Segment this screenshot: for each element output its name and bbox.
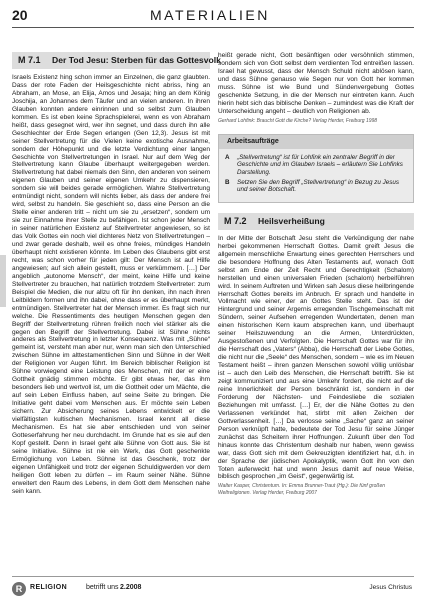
magazine-name: RELIGION	[30, 584, 68, 591]
left-column	[12, 52, 221, 496]
assignments-box	[218, 134, 414, 203]
material-text-continued: heißt gerade nicht, Gott besänftigen oder versöhnlich stimmen, sondern sich von Gott selbst dem verdienten Tod entreißen lassen. Israel hat gewusst, dass der Mensch Schuld nicht ablösen kann, und dass Sühne genauso wie Segen nur von Gott her kommen muss. Sühne ist wie Bund und Sündenvergebung Gottes geschenkte Setzung, in die der Mensch nur eintreten kann. Auch hierin hebt sich das biblische Denken – zumindest was die Kraft der Unterscheidung angeht – deutlich von Religionen ab.	[218, 52, 414, 115]
footer-divider	[12, 576, 414, 577]
material-title: Der Tod Jesu: Sterben für das Gottesvolk	[52, 55, 221, 65]
assignments-body	[219, 149, 413, 202]
assignment-item	[225, 179, 407, 194]
page-header	[0, 0, 424, 40]
section-title: MATERIALIEN	[150, 7, 270, 23]
material-heading-m71	[12, 52, 221, 69]
source-citation-m71: Gerhard Lohfink: Braucht Gott die Kirche? Verlag Herder, Freiburg 1998	[218, 117, 378, 124]
assignment-key: B	[225, 179, 230, 187]
assignment-item	[225, 154, 407, 176]
source-citation-m72: Walter Kasper, Christentum. In: Emma Brunner-Traut (Hg.): Die fünf großen Weltreligionen. Verlag Herder, Freiburg 2007	[218, 483, 386, 496]
material-heading-m72	[218, 213, 414, 230]
right-column	[218, 52, 414, 496]
assignment-text: Setzen Sie den Begriff „Stellvertretung“ in Bezug zu Jesus und seiner Botschaft.	[237, 179, 400, 194]
page-number: 20	[12, 7, 28, 23]
assignment-key: A	[225, 153, 230, 161]
magazine-subtitle: betrifft uns	[86, 584, 119, 591]
assignment-text: „Stellvertretung“ ist für Lohfink ein zentraler Begriff in der Geschichte und im Glauben Israels – erläutern Sie Lohfinks Darstellung.	[237, 153, 403, 176]
material-title: Heilsverheißung	[258, 215, 325, 226]
material-text-m72: In der Mitte der Botschaft Jesu steht die Verkündigung der nahe herbei gekommenen Herrschaft Gottes. Damit greift Jesus die allgemein menschliche Erwartung eines gerechten Herrschers und die besondere Hoffnung des Alten Testaments auf, wonach Gott selbst am Ende der Zeit Recht und Gerechtigkeit (Schalom) herstellen und einen universalen Frieden (schalom) herbeiführen wird. In seinem Auftreten und Wirken sah Jesus diese heilbringende Herrschaft Gottes bereits im Anbruch. Er sprach und handelte in Vollmacht wie einer, der an Gottes Stelle steht. Das ist der Hintergrund und seiner Argernis erregenden Tischgemeinschaft mit Sündern, seiner Aufsehen erregenden Wundertaten, denen man einen historischen Kern kaum absprechen kann, und überhaupt seiner Heilszuwendung an die Armen, Unterdrückten, Ausgestoßenen und Verfolgten. Die Herrschaft Gottes war für ihn die Herrschaft des „Vaters“ (Abba), die Herrschaft der Liebe Gottes, die nicht nur die „Seele“ des Menschen, sondern – wie es im Neuen Testament heißt – ihren ganzen Menschen sowohl völlig unlösbar ist – auch den Leib des Menschen, die Herrschaft betrifft. Sie ist zeigt kommuniziert und aus eine Umkehr fordert, die nicht auf die reine Innerlichkeit der Person beschränkt ist, sondern in der Forderung der Nächsten- und Feindesliebe die sozialen Beziehungen mit umfasst. […] Er, der die Nähe Gottes zu den Verlassenen verkündet hat, stirbt mit allen Zeichen der Gottverlassenheit. […] Da verlosse seine „Sache“ ganz an seiner Person verknüpft hatte, bedeutete der Tod Jesu für seine Jünger zunächst das Scheitern ihrer Hoffnungen. Zukunft über den Tod hinaus konnte das Christentum deshalb nur haben, wenn gewiss war, dass Gott sich mit dem Gekreuzigten identifiziert hat, d.h. in der Sprache der jüdischen Apokalyptik, wenn Gott ihn von den Toten auferweckt hat und wenn Jesus damit auf neue Weise, biblisch gesprochen „im Geist“, gegenwärtig ist.	[218, 234, 414, 481]
material-label: M 7.2	[224, 215, 247, 226]
religion-logo-icon: R	[12, 582, 26, 596]
issue-theme: Jesus Christus	[369, 584, 412, 591]
side-margin-mark	[0, 255, 6, 307]
material-text-m71: Israels Existenz hing schon immer an Einzelnen, die ganz glaubten. Dass der rote Faden der Heilsgeschichte nicht abriss, hing an Abraham, an Mose, an Elija, Amos und Jesaja; hing an dem König Joschija, an Johannes dem Täufer und an vielen anderen. In ihren Glauben konnten andere einrinnen und so selbst zum Glauben kommen. Es ist eben keine Sprachspielerei, wenn es von Abraham heißt, dass gesegnet wird, wer ihn segnet, und dass durch ihn alle Geschlechter der Erde Segen erlangen (Gen 12,3). Jesus ist mit seiner Stellvertretung für die Vielen keine exotische Ausnahme, sondern der Höhepunkt und die letzte Verdichtung einer langen Geschichte von Stellvertretungen in Israel. Nur auf dem Weg der Stellvertretung kann Glaube überhaupt weitergegeben werden. Stellvertretung hat dabei niemals den Sinn, den anderen von seinem eigenen Glauben und seiner eigenen Umkehr zu dispensieren, sondern sie will beides gerade ermöglichen. Wahre Stellvertretung entmündigt nicht, sondern will nichts lieber, als dass der andere frei wird, selbst zu handeln. Sie geschieht so, dass eine Person an die Stelle einer anderen tritt – nicht um sie zu „ersetzen“, sondern um sie zur Einnahme ihrer Stelle zu befähigen. Ist schon jeder Mensch in seiner natürlichen Existenz auf Stellvertreter angewiesen, so ist das Volk Gottes ein noch viel dichteres Netz von Stellvertretungen – und zwar gerade deshalb, weil es ohne freies, mündiges Handeln überhaupt nicht existieren könnte. Im Leben des Glaubens gibt erst recht, was schon vorher für jeden gilt: Der Mensch ist auf Hilfe angewiesen; auf sich allein gestellt, muss er verkümmern. […] Der angeblich „autonome Mensch“, der meint, keine Hilfe und keine Stellvertreter zu brauchen, hat natürlich trotzdem Stellvertreter: zum Beispiel die Medien, die nur allzu oft für ihn denken, ihn nach ihren Leitbildern formen und ihn dabei, ohne dass er es überhaupt merkt, entmündigen. Stellvertreter hat der Mensch immer. Es fragt sich nur welche. Die Ressentiments des heutigen Menschen gegen den Begriff der Stellvertretung rühren freilich noch viel stärker als die gegen den Begriff der Stellvertretung. Dabei ist Sühne nichts anderes als Stellvertretung in letzter Konsequenz. Was mit „Sühne“ gemeint ist, versteht man aber nur, wenn man sich den Unterschied zwischen Sühne im alttestamentlichen Sinn und Sühne in der Welt der Religionen vor Augen führt. Im Bereich biblischer Religion ist Sühne vorwiegend eine Leistung des Menschen, mit der er eine Gottheit gnädig stimmen möchte. Er gibt etwas her, das ihm besonders lieb und wertvoll ist, um die Gottheit oder um Mächte, die auf sein Leben Einfluss haben, auf seine Seite zu bringen. Die Initiative geht dabei vom Menschen aus. Er möchte sein Leben sichern. Zur Absicherung seines Lebens entwickelt er die vielfältigsten kultischen Mechanismen. Israel kennt all diese Mechanismen. Es hat sie aber entschieden und von seiner Gotteserfahrung her neu durchdacht. Im Grunde hat es sie auf den Kopf gestellt. Denn in Israel geht alle Sühne von Gott aus. Sie ist seine Initiative. Sühne ist nie ein Werk, das Gott geschenkte Ermöglichung von Leben. Sühne ist das Geschenk, trotz der eigenen Unfähigkeit und trotz der eigenen Schuldigwerden vor dem heiligen Gott leben zu dürfen – im Raum seiner Nähe. Sühne erweitert den Raum des Lebens, in dem Gott dem Menschen nahe sein kann.	[12, 74, 210, 495]
issue-number: 2.2008	[120, 584, 142, 591]
material-label: M 7.1	[18, 55, 41, 65]
header-divider	[12, 27, 414, 28]
page-footer	[0, 568, 424, 600]
assignments-heading: Arbeitsaufträge	[227, 137, 279, 145]
assignments-header	[219, 135, 413, 149]
